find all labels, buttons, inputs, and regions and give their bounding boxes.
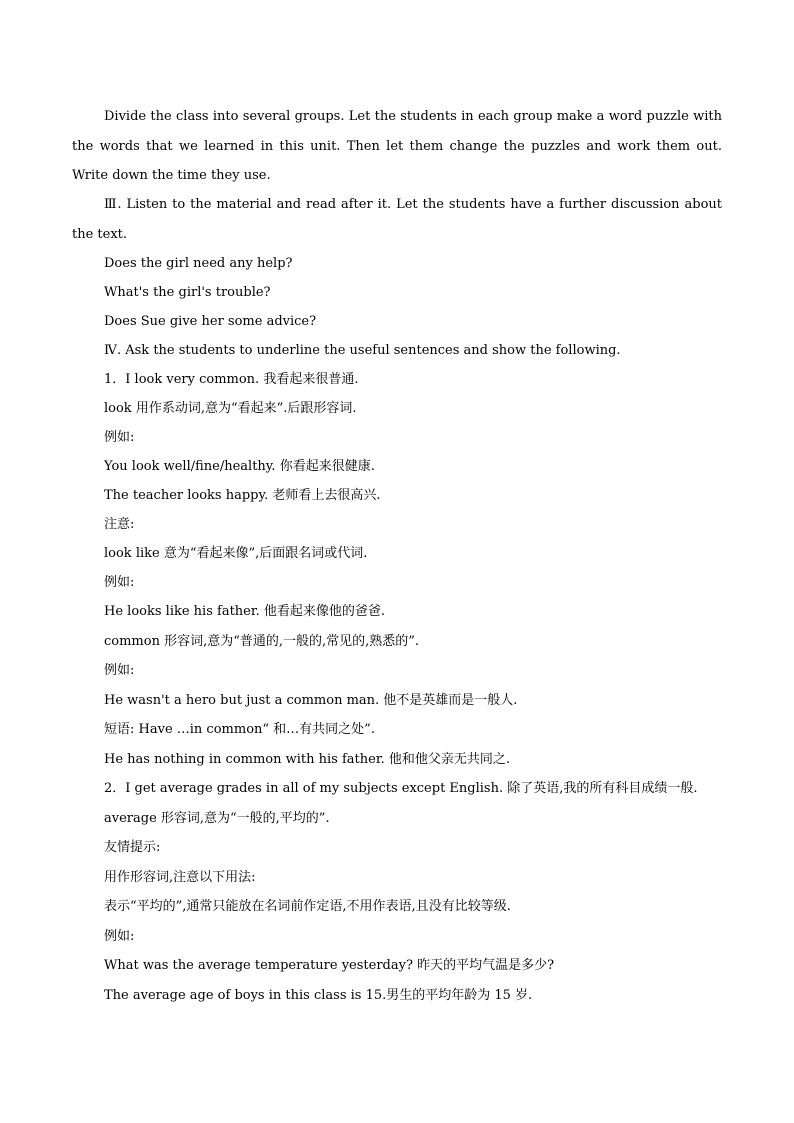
text-line: common 形容词,意为“普通的,一般的,常见的,熟悉的”. [104,634,420,649]
text-line: 用作形容词,注意以下用法: [104,870,256,885]
example-line: The teacher looks happy. 老师看上去很高兴. [104,488,381,503]
paragraph-word-puzzle: Divide the class into several groups. Let the students in each group make a word puzzle with the words that we learned in this unit. Then let them change the puzzles and work them out. Write down the time they use. [72,109,722,183]
example-line: You look well/fine/healthy. 你看起来很健康. [104,459,375,474]
example-line: He has nothing in common with his father. 他和他父亲无共同之. [104,752,511,767]
point-1-heading: 1．I look very common. 我看起来很普通. [104,372,359,387]
text-line: look 用作系动词,意为“看起来”.后跟形容词. [104,401,357,416]
note-label: 注意: [104,517,135,532]
text-line: average 形容词,意为“一般的,平均的”. [104,811,330,826]
question-line: Does Sue give her some advice? [104,314,317,329]
example-label: 例如: [104,430,135,445]
example-label: 例如: [104,663,135,678]
example-line: The average age of boys in this class is 15.男生的平均年龄为 15 岁. [104,988,533,1003]
text-line: 表示“平均的”,通常只能放在名词前作定语,不用作表语,且没有比较等级. [104,899,511,914]
tip-label: 友情提示: [104,840,161,855]
question-line: What's the girl's trouble? [104,285,271,300]
text-line: look like 意为“看起来像”,后面跟名词或代词. [104,546,368,561]
example-line: He wasn't a hero but just a common man. 他不是英雄而是一般人. [104,693,518,708]
phrase-line: 短语: Have …in common“ 和…有共同之处”. [104,722,375,737]
paragraph-section-iii: Ⅲ. Listen to the material and read after it. Let the students have a further discussion about the text. [72,197,722,242]
question-line: Does the girl need any help? [104,256,293,271]
example-line: He looks like his father. 他看起来像他的爸爸. [104,604,386,619]
point-2-heading: 2．I get average grades in all of my subjects except English. 除了英语,我的所有科目成绩一般. [104,781,698,796]
section-iv-heading: Ⅳ. Ask the students to underline the useful sentences and show the following. [104,343,621,358]
example-label: 例如: [104,929,135,944]
example-label: 例如: [104,575,135,590]
example-line: What was the average temperature yesterday? 昨天的平均气温是多少? [104,958,555,973]
